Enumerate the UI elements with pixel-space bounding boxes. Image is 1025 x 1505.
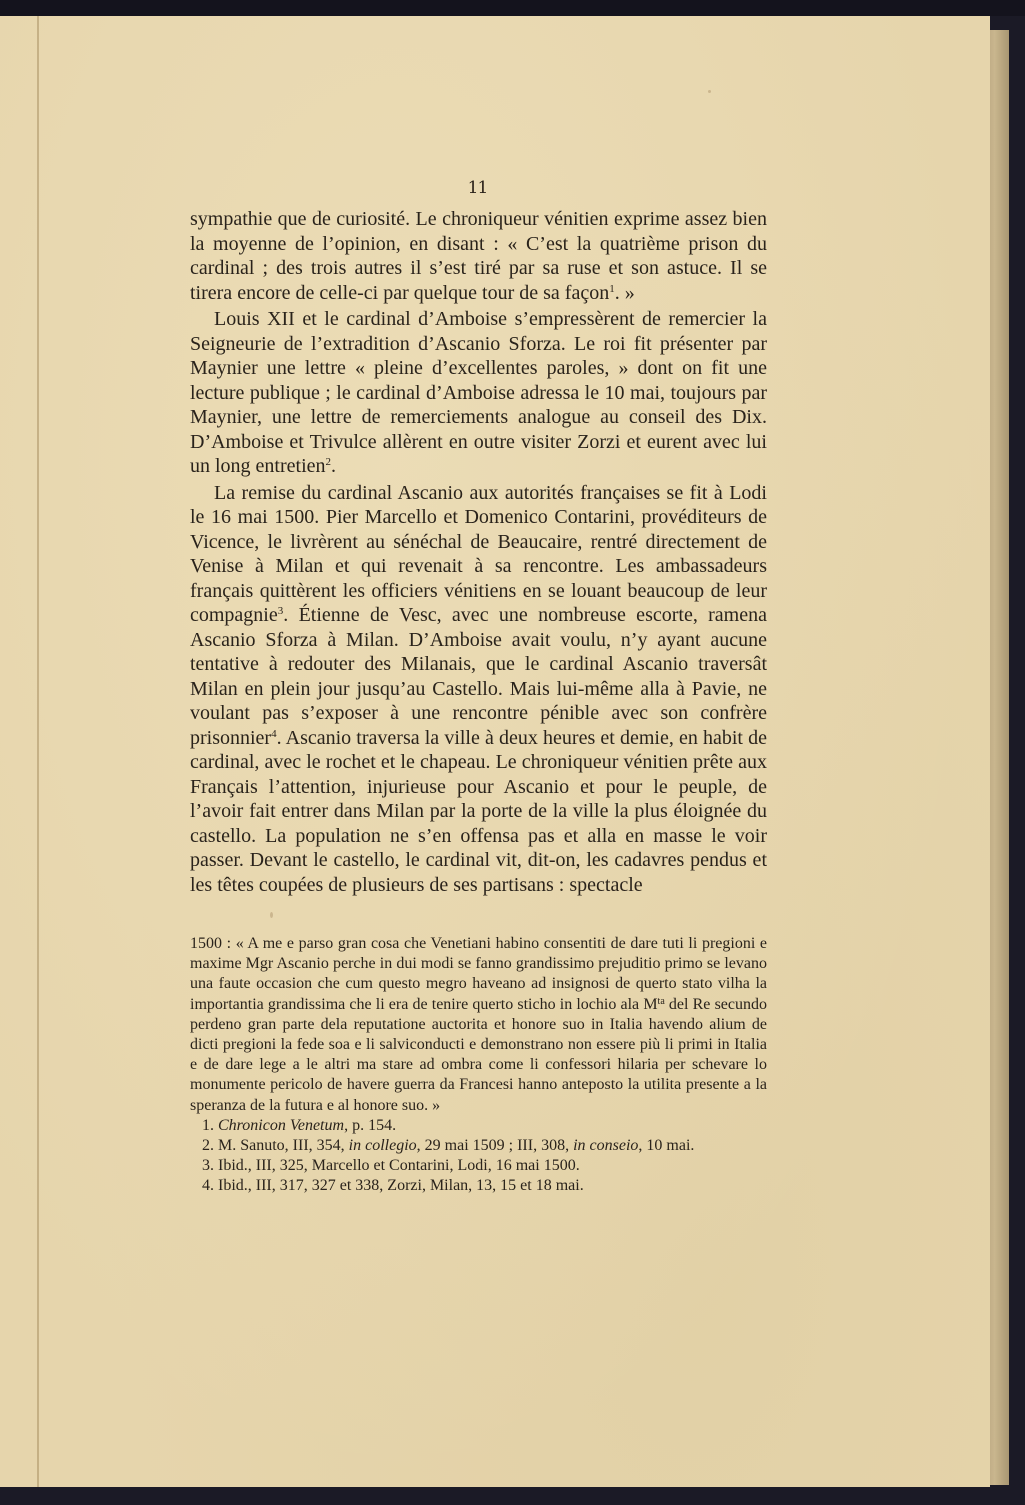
- footnote-text: M. Sanuto, III, 354,: [218, 1137, 349, 1155]
- footnote-number: 1.: [202, 1116, 214, 1134]
- footnote-ref[interactable]: 3: [277, 605, 284, 617]
- footnote-text: Ibid., III, 325, Marcello et Contarini, Lodi, 16 mai 1500.: [218, 1157, 580, 1175]
- paragraph-text: . »: [614, 281, 635, 304]
- footnote-ref[interactable]: 1: [609, 282, 615, 295]
- footnote-number: 2.: [202, 1137, 214, 1155]
- footnote-continued-quote: [190, 934, 767, 1116]
- footnote-number: 4.: [202, 1177, 214, 1195]
- paragraph: [190, 207, 767, 305]
- footnote-text: del Re secundo perdeno gran parte dela reputatione auctorita et honore suo in Italia havendo alium de dicti pregioni la fede soa e li salviconducti e demonstrano non essere più li primi in Italia e de dare lege a le altri ma stare ad ombra come li confessori hilaria per schevare lo monumente pericolo de havere guerra da Francesi hanno anteposto la utilita presente a la speranza de la futura e al honore suo. »: [190, 995, 767, 1114]
- footnote-ref[interactable]: 2: [325, 456, 332, 468]
- body-text: [190, 207, 767, 897]
- paragraph-text: .: [331, 455, 337, 477]
- footnote-2: [190, 1136, 767, 1156]
- footnote-italic: in conseio: [573, 1137, 639, 1155]
- footnote-1: [190, 1116, 767, 1136]
- footnote-text: , 10 mai.: [638, 1137, 695, 1155]
- paper-speck: [270, 912, 273, 918]
- footnote-text: , p. 154.: [344, 1116, 397, 1134]
- paragraph-text: . Étienne de Vesc, avec une nombreuse escorte, ramena Ascanio Sforza à Milan. D’Amboise avait voulu, n’y ayant aucune tentative à redouter des Milanais, que le cardinal Ascanio traversât Milan en plein jour jusqu’au Castello. Mais lui-même alla à Pavie, ne voulant pas s’exposer à une rencontre pénible avec son confrère prisonnier: [190, 604, 767, 749]
- footnote-text: , 29 mai 1509 ; III, 308,: [416, 1137, 574, 1155]
- paragraph: [190, 307, 767, 479]
- superscript-abbrev: ta: [657, 995, 665, 1007]
- paragraph-text: . Ascanio traversa la ville à deux heures et demie, en habit de cardinal, avec le rochet et le chapeau. Le chroniqueur vénitien prête aux Français l’attention, injurieuse pour Ascanio et pour le peuple, de l’avoir fait entrer dans Milan par la porte de la ville la plus éloignée du castello. La population ne s’en offensa pas et alla en masse le voir passer. Devant le castello, le cardinal vit, dit-on, les cadavres pendus et les têtes coupées de plusieurs de ses partisans : spectacle: [190, 726, 767, 896]
- page-number: 11: [467, 178, 488, 198]
- paper-speck: [708, 90, 711, 93]
- scan-background-top: [0, 0, 1025, 16]
- footnote-title: Chronicon Venetum: [218, 1116, 345, 1134]
- footnote-4: [190, 1176, 767, 1196]
- paragraph-text: sympathie que de curiosité. Le chroniqueur vénitien exprime assez bien la moyenne de l’opinion, en disant : « C’est la quatrième prison du cardinal ; des trois autres il s’est tiré par sa ruse et son astuce. Il se tirera encore de celle-ci par quelque tour de sa façon: [190, 208, 767, 304]
- paragraph-text: La remise du cardinal Ascanio aux autorités françaises se fit à Lodi le 16 mai 1500. Pier Marcello et Domenico Contarini, provéditeurs de Vicence, le livrèrent au sénéchal de Beaucaire, rentré directement de Venise à Milan et qui revenait à sa rencontre. Les ambassadeurs français quittèrent les officiers vénitiens en se louant beaucoup de leur compagnie: [190, 481, 767, 626]
- paragraph-text: Louis XII et le cardinal d’Amboise s’empressèrent de remercier la Seigneurie de l’extradition d’Ascanio Sforza. Le roi fit présenter par Maynier une lettre « pleine d’excellentes paroles, » dont on fit une lecture publique ; le cardinal d’Amboise adressa le 10 mai, toujours par Maynier, une lettre de remerciements analogue au conseil des Dix. D’Amboise et Trivulce allèrent en outre visiter Zorzi et eurent avec lui un long entretien: [190, 308, 767, 477]
- footnote-text: Ibid., III, 317, 327 et 338, Zorzi, Milan, 13, 15 et 18 mai.: [218, 1177, 584, 1195]
- page-fold-line: [37, 16, 39, 1487]
- footnote-italic: in collegio: [348, 1137, 417, 1155]
- footnote-number: 3.: [202, 1157, 214, 1175]
- footnote-3: [190, 1156, 767, 1176]
- footnotes: [190, 934, 767, 1197]
- footnote-text: 1500 : « A me e parso gran cosa che Venetiani habino consentiti de dare tuti li pregioni e maxime Mgr Ascanio perche in dui modi se fanno grandissimo prejuditio primo se levano una faute occasion che cum questo megro haveano ad insignosi de querto stato vilha la importantia grandissima che li era de tenire querto sticho in lochio ala M: [190, 935, 767, 1013]
- paragraph: [190, 481, 767, 898]
- footnote-ref[interactable]: 4: [271, 727, 277, 740]
